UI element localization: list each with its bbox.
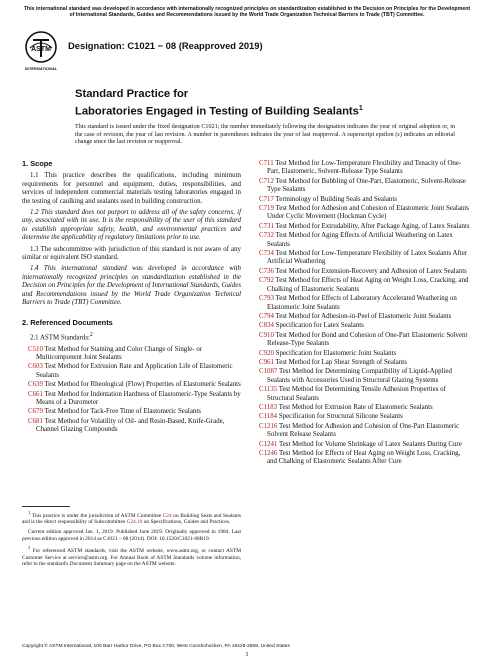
copyright: Copyright © ASTM International, 100 Barr Harbor Drive, PO Box C700, West Conshohocken, PA 19428-2959. United States xyxy=(22,644,290,649)
reference-code-link[interactable]: C732 xyxy=(259,232,274,240)
designation: Designation: C1021 − 08 (Reapproved 2019) xyxy=(68,40,263,51)
reference-title: Test Method for Effects of Laboratory Accelerated Weathering on Elastomeric Joint Sealants xyxy=(267,295,457,311)
reference-item xyxy=(28,391,241,408)
reference-title: Test Method for Adhesion-in-Peel of Elastomeric Joint Sealants xyxy=(273,312,452,320)
title-line-1: Standard Practice for xyxy=(75,88,189,100)
reference-item xyxy=(259,277,471,294)
reference-code-link[interactable]: C712 xyxy=(259,177,274,185)
reference-code-link[interactable]: C510 xyxy=(28,345,43,353)
reference-title: Test Method for Volume Shrinkage of Latex Sealants During Cure xyxy=(277,440,462,448)
reference-item xyxy=(259,332,471,349)
reference-item xyxy=(259,313,471,321)
reference-title: Specification for Elastomeric Joint Sealants xyxy=(273,349,397,357)
reference-item xyxy=(259,178,471,195)
scope-1-3: 1.3 The subcommittee with jurisdiction of this standard is not aware of any similar or equivalent ISO standard. xyxy=(22,245,241,262)
reference-code-link[interactable]: C1241 xyxy=(259,440,278,448)
astm-logo xyxy=(22,30,60,74)
reference-list-right xyxy=(259,160,471,467)
footnotes xyxy=(22,510,241,571)
link-c24-10[interactable]: C24.10 xyxy=(126,519,143,526)
reference-item xyxy=(28,418,241,435)
reference-title: Test Method for Extrusion Rate and Application Life of Elastomeric Sealants xyxy=(36,363,233,379)
reference-code-link[interactable]: C834 xyxy=(259,322,274,330)
title-footnote-marker: 1 xyxy=(358,104,363,112)
footnote-2: $^2$ For referenced ASTM standards, visit the ASTM website, www.astm.org, or contact ASTM Customer Service at service@astm.org. For Annual Book of ASTM Standards volume information, refer to the standard's Document Summary page on the ASTM website. xyxy=(22,545,241,568)
footnote-divider xyxy=(22,506,70,507)
reference-code-link[interactable]: C736 xyxy=(259,267,274,275)
reference-title: Test Method for Lap Shear Strength of Sealants xyxy=(273,358,407,366)
wto-notice: This international standard was developed in accordance with internationally recognized principles on standardization established in the Decision on Principles for the Development of International Standards, Guides and Recommendations issued by the World Trade Organization Technical Barriers to Trade (TBT) Committee. xyxy=(23,6,471,19)
reference-item xyxy=(259,368,471,385)
reference-item xyxy=(259,404,471,412)
reference-title: Test Method for Adhesion and Cohesion of Elastomeric Joint Sealants Under Cyclic Movement (Hockman Cycle) xyxy=(267,205,469,221)
reference-item xyxy=(259,441,471,449)
reference-title: Test Method for Extension-Recovery and Adhesion of Latex Sealants xyxy=(273,267,467,275)
reference-item xyxy=(259,196,471,204)
standard-issuance-note: This standard is issued under the fixed designation C1021; the number immediately following the designation indicates the year of original adoption or, in the case of revision, the year of last revision. A number in parentheses indicates the year of last reapproval. A superscript epsilon (ε) indicates an editorial change since the last revision or reapproval. xyxy=(75,124,455,146)
reference-title: Terminology of Building Seals and Sealants xyxy=(273,195,397,203)
reference-item xyxy=(259,413,471,421)
reference-item xyxy=(259,223,471,231)
reference-code-link[interactable]: C910 xyxy=(259,331,274,339)
footnote-1-edition: Current edition approved Jan. 1, 2019. Published June 2019. Originally approved in 1984. Last previous edition approved in 2014 as C1021 – 08 (2014). DOI: 10.1520/C1021-08R19. xyxy=(22,528,241,542)
scope-1-4: 1.4 This international standard was developed in accordance with internationally recognized principles on standardization established in the Decision on Principles for the Development of International Standards, Guides and Recommendations issued by the World Trade Organization Technical Barriers to Trade (TBT) Committee. xyxy=(22,265,241,307)
reference-item xyxy=(259,322,471,330)
reference-item xyxy=(28,408,241,416)
reference-title: Test Method for Adhesion and Cohesion of One-Part Elastomeric Solvent Release Sealants xyxy=(267,422,460,439)
reference-code-link[interactable]: C1216 xyxy=(259,422,278,430)
reference-code-link[interactable]: C1184 xyxy=(259,413,278,421)
reference-title: Test Method for Low-Temperature Flexibility and Tenacity of One-Part, Elastomeric, Solvent-Release Type Sealants xyxy=(267,160,462,176)
reference-item xyxy=(28,381,241,389)
reference-title: Test Method for Volatility of Oil- and Resin-Based, Knife-Grade, Channel Glazing Compounds xyxy=(36,417,225,434)
scope-1-2: 1.2 This standard does not purport to address all of the safety concerns, if any, associated with its use. It is the responsibility of the user of this standard to establish appropriate safety, health, and environmental practices and determine the applicability of regulatory limitations prior to use. xyxy=(22,209,241,242)
reference-code-link[interactable]: C679 xyxy=(28,408,43,416)
reference-list-left xyxy=(22,346,241,435)
reference-code-link[interactable]: C661 xyxy=(28,390,43,398)
astm-standards-intro: 2.1 ASTM Standards:$^2$ xyxy=(30,331,93,342)
reference-code-link[interactable]: C793 xyxy=(259,295,274,303)
scope-heading: 1. Scope xyxy=(22,159,53,168)
reference-title: Test Method for Aging Effects of Artificial Weathering on Latex Sealants xyxy=(267,232,453,248)
reference-title: Test Method for Bubbling of One-Part, Elastomeric, Solvent-Release Type Sealants xyxy=(267,177,466,194)
reference-code-link[interactable]: C1183 xyxy=(259,403,278,411)
referenced-documents-heading: 2. Referenced Documents xyxy=(22,317,113,327)
footnote-1: $^1$ This practice is under the jurisdiction of ASTM Committee C24 on Building Seals and Sealants and is the direct responsibility of Subcommittee C24.10 on Specifications, Guides and Practices. xyxy=(22,510,241,526)
reference-code-link[interactable]: C639 xyxy=(28,381,43,389)
reference-item xyxy=(259,423,471,440)
reference-code-link[interactable]: C734 xyxy=(259,250,274,258)
reference-title: Test Method for Rheological (Flow) Properties of Elastomeric Sealants xyxy=(42,381,241,389)
reference-item xyxy=(28,363,241,380)
reference-title: Test Method for Bond and Cohesion of One-Part Elastomeric Solvent Release-Type Sealants xyxy=(267,331,468,348)
reference-code-link[interactable]: C1135 xyxy=(259,386,278,394)
svg-text:ASTM: ASTM xyxy=(31,46,51,53)
reference-title: Test Method for Staining and Color Change of Single- or Multicomponent Joint Sealants xyxy=(36,345,202,362)
reference-item xyxy=(259,450,471,467)
reference-code-link[interactable]: C711 xyxy=(259,160,274,167)
reference-code-link[interactable]: C717 xyxy=(259,195,274,203)
reference-item xyxy=(259,250,471,267)
svg-text:INTERNATIONAL: INTERNATIONAL xyxy=(24,66,58,71)
reference-code-link[interactable]: C794 xyxy=(259,312,274,320)
left-column xyxy=(22,160,241,436)
right-column xyxy=(259,160,471,468)
astm-logo-icon xyxy=(22,30,60,74)
reference-code-link[interactable]: C792 xyxy=(259,277,274,285)
reference-item xyxy=(259,350,471,358)
page-number: 1 xyxy=(245,651,249,658)
reference-title: Test Method for Indentation Hardness of Elastomeric-Type Sealants by Means of a Durometer xyxy=(36,390,241,407)
reference-code-link[interactable]: C681 xyxy=(28,417,43,425)
reference-item xyxy=(259,295,471,312)
reference-title: Test Method for Determining Tensile Adhesion Properties of Structural Sealants xyxy=(267,386,446,402)
reference-item xyxy=(259,232,471,249)
scope-1-1: 1.1 This practice describes the qualifications, including minimum requirements for personnel and equipment, duties, responsibilities, and services of independent commercial materials testing laboratories engaged in the testing of caulking and sealants used in building construction. xyxy=(22,172,241,205)
reference-code-link[interactable]: C1246 xyxy=(259,450,278,457)
reference-item xyxy=(259,268,471,276)
title-line-2: Laboratories Engaged in Testing of Building Sealants$^1$ xyxy=(75,104,363,118)
reference-title: Test Method for Tack-Free Time of Elastomeric Sealants xyxy=(42,408,201,416)
reference-title: Test Method for Effects of Heat Aging on Weight Loss, Cracking, and Chalking of Elastomeric Sealants xyxy=(267,277,469,293)
reference-title: Test Method for Effects of Heat Aging on Weight Loss, Cracking, and Chalking of Elastomeric Sealants After Cure xyxy=(267,450,461,466)
reference-item xyxy=(259,160,471,177)
reference-item xyxy=(259,386,471,403)
reference-title: Test Method for Determining Compatibility of Liquid-Applied Sealants with Accessories Used in Structural Glazing Systems xyxy=(267,368,452,384)
reference-code-link[interactable]: C603 xyxy=(28,363,43,371)
reference-item xyxy=(28,346,241,363)
reference-code-link[interactable]: C920 xyxy=(259,349,274,357)
reference-code-link[interactable]: C731 xyxy=(259,222,274,230)
link-c24[interactable]: C24 xyxy=(162,512,172,519)
reference-title: Specification for Latex Sealants xyxy=(273,322,364,330)
reference-code-link[interactable]: C961 xyxy=(259,358,274,366)
reference-title: Test Method for Low-Temperature Flexibility of Latex Sealants After Artificial Weathering xyxy=(267,250,468,266)
reference-title: Test Method for Extrusion Rate of Elastomeric Sealants xyxy=(277,403,433,411)
reference-item xyxy=(259,359,471,367)
reference-item xyxy=(259,205,471,222)
reference-title: Specification for Structural Silicone Sealants xyxy=(277,413,403,421)
reference-code-link[interactable]: C1087 xyxy=(259,368,278,376)
reference-code-link[interactable]: C719 xyxy=(259,205,274,213)
document-title xyxy=(75,88,363,119)
reference-title: Test Method for Extrudability, After Package Aging, of Latex Sealants xyxy=(273,222,470,230)
